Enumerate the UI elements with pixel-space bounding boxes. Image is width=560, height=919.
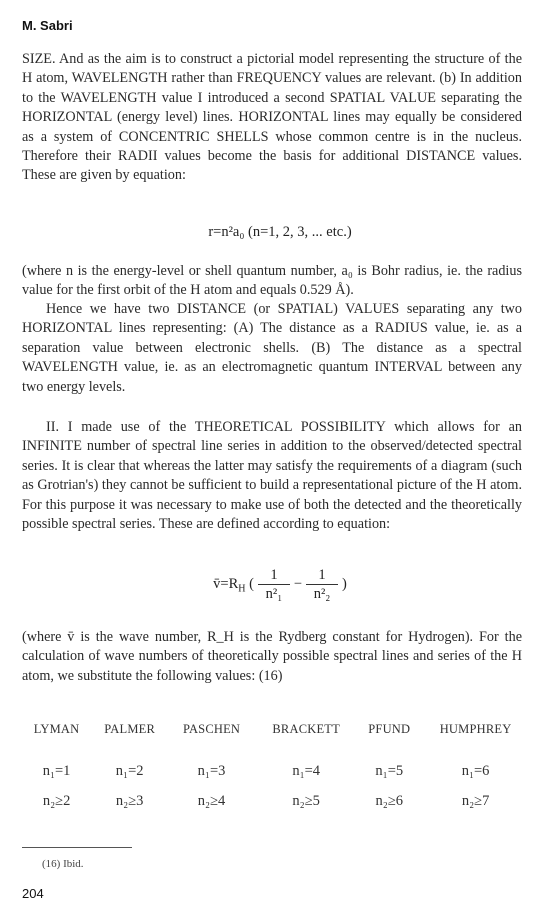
series-n1-value: n₁=2 bbox=[115, 762, 144, 779]
rydberg-denominator-1: n²₁ bbox=[265, 586, 283, 602]
rydberg-denominator-2: n²₂ bbox=[313, 586, 331, 602]
paragraph-wave-number: (where v̄ is the wave number, R_H is the Rydberg constant for Hydrogen). For the calculation of wave numbers of theoretically possible spectral lines and series of the H atom, we substitute the following values: (16) bbox=[22, 629, 522, 684]
series-n2-value: n₂≥4 bbox=[197, 792, 226, 809]
series-n2-value: n₂≥6 bbox=[375, 792, 404, 809]
series-header: HUMPHREY bbox=[439, 722, 512, 736]
paragraph-distance-values: Hence we have two DISTANCE (or SPATIAL) VALUES separating any two HORIZONTAL lines representing: (A) The distance as a RADIUS value, ie. as a separation value between electronic shells. (B) The distance as a spectral WAVELENGTH value, ie. as an electromagnetic quantum INTERVAL between any two energy levels. bbox=[22, 301, 522, 395]
footnote: (16) Ibid. bbox=[42, 858, 84, 870]
running-header-author: M. Sabri bbox=[22, 18, 73, 33]
series-header: BRACKETT bbox=[272, 722, 340, 736]
series-n2-row bbox=[22, 786, 530, 816]
rydberg-numerator-2: 1 bbox=[306, 566, 339, 585]
rydberg-lhs: v̄=R bbox=[213, 575, 239, 592]
series-n2-value: n₂≥7 bbox=[461, 792, 490, 809]
rydberg-fraction-2 bbox=[306, 566, 339, 603]
series-header: PFUND bbox=[368, 722, 411, 736]
rydberg-minus: − bbox=[293, 575, 303, 592]
rydberg-close-paren: ) bbox=[341, 575, 347, 592]
page-number: 204 bbox=[22, 886, 44, 901]
series-header: PALMER bbox=[104, 722, 156, 736]
series-n1-value: n₁=4 bbox=[292, 762, 321, 779]
paragraph-bohr-radius: (where n is the energy-level or shell quantum number, a₀ is Bohr radius, ie. the radius value for the first orbit of the H atom and equals 0.529 Å). bbox=[22, 263, 522, 299]
series-n2-value: n₂≥3 bbox=[115, 792, 144, 809]
series-n1-value: n₁=6 bbox=[461, 762, 490, 779]
series-header: PASCHEN bbox=[182, 722, 241, 736]
series-n2-value: n₂≥5 bbox=[292, 792, 320, 809]
series-n2-value: n₂≥2 bbox=[42, 792, 71, 809]
series-n1-value: n₁=1 bbox=[42, 762, 71, 779]
series-n1-value: n₁=5 bbox=[375, 762, 404, 779]
spectral-series-table bbox=[22, 722, 530, 816]
series-n1-row bbox=[22, 756, 530, 786]
rydberg-subscript: H bbox=[238, 583, 246, 595]
rydberg-open-paren: ( bbox=[249, 575, 254, 592]
paragraph-theoretical-possibility: II. I made use of the THEORETICAL POSSIBILITY which allows for an INFINITE number of spectral line series in addition to the observed/detected spectral series. It is clear that whereas the latter may satisfy the requirements of a diagram (such as Grotrian's) they cannot be sufficient to build a representational picture of the H atom. For this purpose it was necessary to make use of both the detected and the theoretically possible spectral series. These are defined according to equation: bbox=[22, 419, 522, 533]
rydberg-numerator-1: 1 bbox=[258, 566, 291, 585]
rydberg-equation bbox=[0, 566, 560, 603]
series-header: LYMAN bbox=[33, 722, 80, 736]
radius-equation: r=n²a₀ (n=1, 2, 3, ... etc.) bbox=[208, 224, 352, 240]
rydberg-fraction-1 bbox=[258, 566, 291, 603]
footnote-divider bbox=[22, 847, 132, 848]
series-n1-value: n₁=3 bbox=[197, 762, 226, 779]
paragraph-size-wavelength: SIZE. And as the aim is to construct a pictorial model representing the structure of the H atom, WAVELENGTH rather than FREQUENCY values are relevant. (b) In addition to the WAVELENGTH value I introduced a second SPATIAL VALUE separating the HORIZONTAL (energy level) lines. HORIZONTAL lines may equally be considered as a system of CONCENTRIC SHELLS whose common centre is in the nucleus. Therefore their RADII values become the basis for additional DISTANCE values. These are given by equation: bbox=[22, 51, 522, 184]
series-header-row bbox=[22, 722, 530, 756]
